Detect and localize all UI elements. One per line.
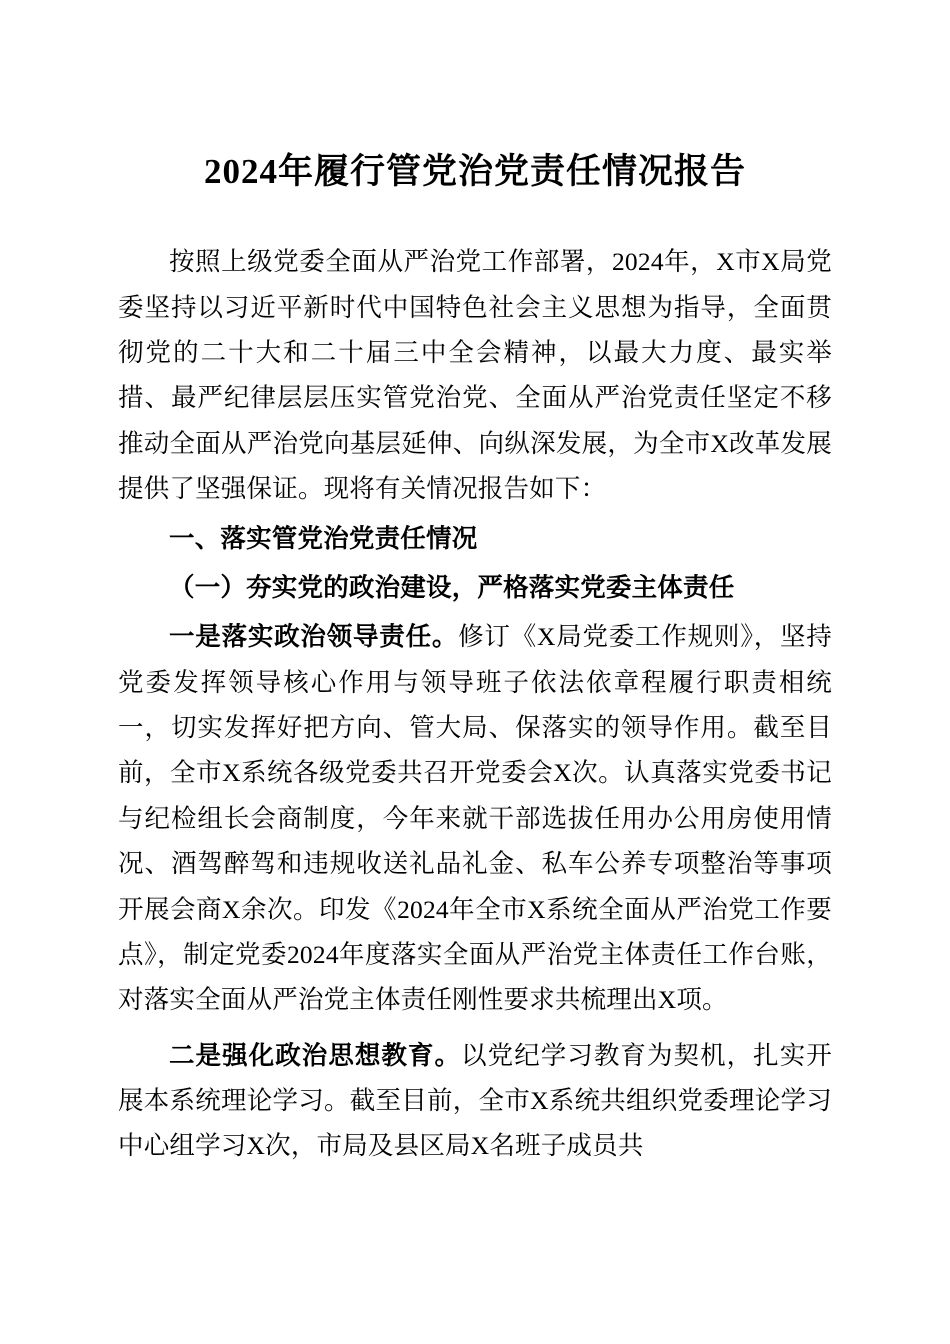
point-paragraph-2 [118,1033,832,1169]
page-title: 2024年履行管党治党责任情况报告 [203,152,746,191]
point-paragraph-2-body: 以党纪学习教育为契机，扎实开展本系统理论学习。截至目前，全市X系统共组织党委理论学习中心组学习X次，市局及县区局X名班子成员共 [118,1040,832,1161]
subsection-heading-1-1: （一）夯实党的政治建设，严格落实党委主体责任 [169,572,735,602]
point-paragraph-2-lead: 二是强化政治思想教育。 [169,1040,462,1070]
point-paragraph-1 [118,614,832,1022]
intro-paragraph: 按照上级党委全面从严治党工作部署，2024年，X市X局党委坚持以习近平新时代中国特色社会主义思想为指导，全面贯彻党的二十大和二十届三中全会精神，以最大力度、最实举措、最严纪律层层压实管党治党、全面从严治党责任坚定不移推动全面从严治党向基层延伸、向纵深发展，为全市X改革发展提供了坚强保证。现将有关情况报告如下： [118,247,832,504]
point-paragraph-1-lead: 一是落实政治领导责任。 [169,622,459,652]
section-heading-1: 一、落实管党治党责任情况 [169,523,478,553]
point-paragraph-1-body: 修订《X局党委工作规则》，坚持党委发挥领导核心作用与领导班子依法依章程履行职责相统一，切实发挥好把方向、管大局、保落实的领导作用。截至目前，全市X系统各级党委共召开党委会X次。认真落实党委书记与纪检组长会商制度，今年来就干部选拔任用办公用房使用情况、酒驾醉驾和违规收送礼品礼金、私车公养专项整治等事项开展会商X余次。印发《2024年全市X系统全面从严治党工作要点》，制定党委2024年度落实全面从严治党主体责任工作台账，对落实全面从严治党主体责任刚性要求共梳理出X项。 [118,622,832,1015]
